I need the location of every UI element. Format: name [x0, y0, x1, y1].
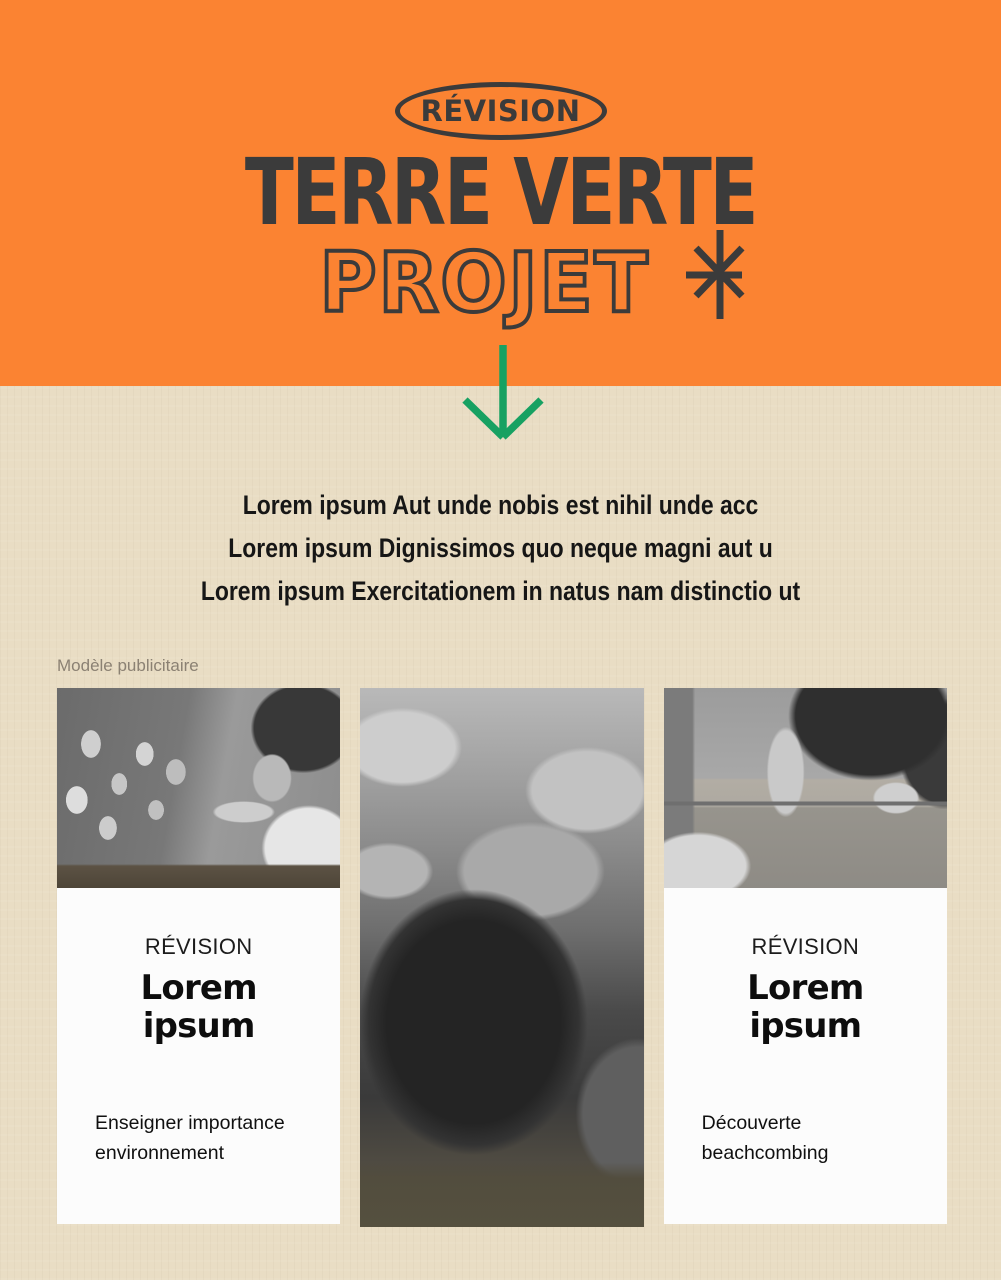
intro-line: Lorem ipsum Exercitationem in natus nam distinctio ut — [200, 576, 801, 606]
card-title: Lorem ipsum — [140, 968, 257, 1046]
template-card-photo[interactable] — [360, 688, 643, 1227]
page-title: TERRE VERTE — [244, 139, 757, 246]
child-decorating-eggs-photo — [57, 688, 340, 888]
card-title: Lorem ipsum — [747, 968, 864, 1046]
revision-badge-label: RÉVISION — [420, 94, 581, 128]
gallery-section-label: Modèle publicitaire — [57, 656, 199, 675]
revision-badge — [395, 82, 607, 140]
card-content — [664, 888, 947, 1224]
template-cards-row — [57, 688, 947, 1227]
plastic-garbage-bags-photo — [360, 688, 643, 1227]
asterisk-star-icon — [683, 228, 763, 323]
header-banner — [0, 0, 1001, 386]
hands-measuring-craft-photo — [664, 688, 947, 888]
down-arrow-icon — [458, 341, 548, 441]
card-badge-label: RÉVISION — [751, 934, 860, 959]
template-card-environnement[interactable] — [57, 688, 340, 1224]
intro-line: Lorem ipsum Dignissimos quo neque magni aut u — [228, 533, 773, 563]
intro-text-block — [75, 484, 926, 613]
card-content — [57, 888, 340, 1224]
page-subtitle: PROJET — [319, 236, 650, 331]
card-badge-label: RÉVISION — [144, 934, 253, 959]
template-card-beachcombing[interactable] — [664, 688, 947, 1224]
card-description: Découverte beachcombing — [701, 1112, 829, 1164]
intro-line: Lorem ipsum Aut unde nobis est nihil unde acc — [242, 490, 759, 520]
card-description: Enseigner importance environnement — [95, 1112, 285, 1164]
